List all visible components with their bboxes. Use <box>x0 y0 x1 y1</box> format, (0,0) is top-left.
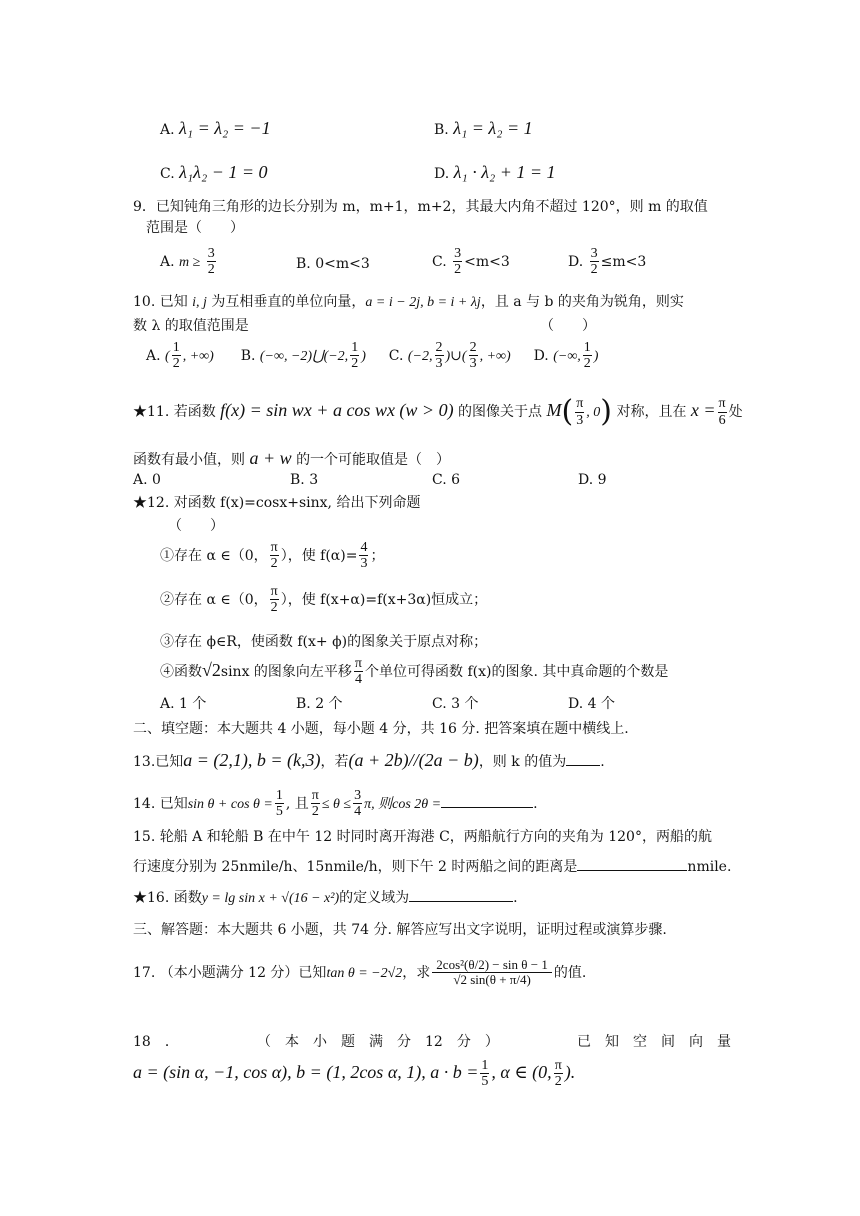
q12-answer-bracket: （ ） <box>168 518 224 534</box>
stem-text: 的定义域为 <box>339 890 410 906</box>
q8-option-d <box>434 162 556 184</box>
option-letter: D. <box>434 166 450 182</box>
option-expr: λ₁ = λ₂ = −1 <box>179 118 271 138</box>
numerator: π <box>311 788 319 803</box>
q12-option-a: A. 1 个 <box>160 696 207 712</box>
q9-option-a <box>160 246 218 278</box>
fraction <box>354 656 363 688</box>
stem-text: ，且 a 与 b 的夹角为锐角，则实 <box>480 294 684 310</box>
q16-stem <box>133 887 518 908</box>
stem-text: （ 本 小 题 满 分 12 分 ） <box>257 1034 499 1050</box>
stem-text: 行速度分别为 25nmile/h、15nmile/h，则下午 2 时两船之间的距离是 <box>133 859 578 875</box>
fraction <box>172 340 181 372</box>
stem-text: 为互相垂直的单位向量， <box>211 294 366 310</box>
numerator: 1 <box>351 340 359 355</box>
numerator: π <box>576 396 584 412</box>
stem-text: . <box>533 795 538 812</box>
math-expr: a = (sin α, −1, cos α), b = (1, 2cos α, 1), a · b = <box>133 1061 479 1082</box>
math-expr: , α ∈ (0, <box>491 1061 552 1082</box>
denominator: 2 <box>454 262 462 278</box>
option-letter: C. <box>160 166 175 182</box>
q10-options <box>146 340 598 372</box>
math-expr: y = lg sin x + √(16 − x²) <box>201 891 340 906</box>
stem-text: ①存在 α ∈（0， <box>160 547 268 564</box>
option-expr: (−2, <box>407 348 433 364</box>
stem-text: ②存在 α ∈（0， <box>160 591 268 608</box>
option-letter: D. <box>533 347 549 364</box>
math-expr: x = <box>690 400 716 420</box>
option-expr: λ₁ · λ₂ + 1 = 1 <box>453 162 556 182</box>
stem-text: ，若 <box>320 754 349 770</box>
option-expr: <m<3 <box>464 253 510 270</box>
math-expr: √2 <box>202 659 221 680</box>
math-expr: a = i − 2j, b = i + λj <box>365 295 481 310</box>
stem-text: 10. 已知 <box>133 294 188 310</box>
denominator: 2 <box>311 804 319 820</box>
q9-option-c <box>432 246 510 278</box>
stem-text: ★16. 函数 <box>133 890 202 906</box>
denominator: 3 <box>435 356 443 372</box>
q18-stem-cont <box>133 1058 575 1090</box>
option-expr: (−∞, −2)⋃(−2, <box>259 348 349 364</box>
option-letter: A. <box>160 122 175 138</box>
q11-option-b: B. 3 <box>290 472 319 488</box>
numerator: 3 <box>354 788 362 803</box>
q9-stem-cont: 范围是（ ） <box>146 220 244 236</box>
denominator: 5 <box>481 1074 489 1090</box>
stem-text: ），使 f(α)= <box>280 547 358 564</box>
numerator: 1 <box>172 340 180 355</box>
option-letter: B. <box>240 347 256 364</box>
q12-option-d: D. 4 个 <box>568 696 615 712</box>
q8-option-c <box>160 162 268 184</box>
q11-stem-cont <box>133 448 450 470</box>
option-expr: , +∞) <box>479 348 511 364</box>
denominator: 2 <box>590 262 598 278</box>
numerator: 1 <box>481 1058 489 1073</box>
stem-text: ），使 f(x+α)=f(x+3α)恒成立； <box>280 591 488 608</box>
option-letter: A. <box>160 253 175 270</box>
q10-option-a <box>146 340 218 372</box>
q12-option-c: C. 3 个 <box>432 696 479 712</box>
denominator: √2 sin(θ + π/4) <box>453 972 531 988</box>
stem-text: ； <box>370 547 385 564</box>
numerator: 2 <box>469 340 477 355</box>
q12-proposition-2 <box>160 584 487 616</box>
numerator: 2 <box>435 340 443 355</box>
option-expr: , +∞) <box>182 348 214 364</box>
fraction <box>435 340 444 372</box>
stem-text: 13.已知 <box>133 754 184 770</box>
denominator: 2 <box>583 356 591 372</box>
option-letter: C. <box>388 347 404 364</box>
denominator: 2 <box>270 600 278 616</box>
fraction <box>359 540 368 572</box>
fraction <box>311 788 320 820</box>
answer-blank <box>409 887 513 902</box>
math-expr: ≤ θ ≤ <box>321 796 352 812</box>
option-letter: A. <box>146 347 161 364</box>
math-expr: cos 2θ = <box>392 796 442 812</box>
denominator: 5 <box>275 804 283 820</box>
numerator: 2cos²(θ/2) − sin θ − 1 <box>432 958 552 973</box>
q12-proposition-3: ③存在 ϕ∈R，使函数 f(x+ ϕ)的图象关于原点对称； <box>160 634 488 650</box>
denominator: 4 <box>354 804 362 820</box>
q12-stem: ★12. 对函数 f(x)=cosx+sinx, 给出下列命题 <box>133 495 421 511</box>
denominator: 4 <box>354 672 362 688</box>
q18-stem <box>133 1034 731 1051</box>
stem-text: 的图像关于点 <box>458 404 543 420</box>
stem-text: 个单位可得函数 f(x)的图象. 其中真命题的个数是 <box>365 663 669 680</box>
fraction <box>270 540 279 572</box>
stem-text: 18 ． <box>133 1034 179 1050</box>
option-expr: ≤m<3 <box>600 253 647 270</box>
q10-option-d <box>533 340 599 372</box>
math-expr: a = (2,1), b = (k,3) <box>183 750 321 770</box>
numerator: 3 <box>590 246 598 261</box>
math-expr: sin θ + cos θ = <box>187 796 273 812</box>
answer-blank <box>441 793 533 808</box>
q12-proposition-1 <box>160 540 384 572</box>
fraction <box>453 246 462 278</box>
fraction <box>432 958 552 988</box>
q14-stem <box>133 788 538 820</box>
math-expr: π, 则 <box>364 796 393 812</box>
math-expr: ). <box>564 1061 576 1082</box>
option-expr: λ₁λ₂ − 1 = 0 <box>179 162 268 182</box>
stem-text: . <box>600 754 605 770</box>
stem-text: ，则 k 的值为 <box>478 754 567 770</box>
option-expr: ( <box>165 348 170 364</box>
stem-text: sinx 的图象向左平移 <box>220 663 352 680</box>
numerator: 3 <box>207 246 215 261</box>
q11-option-d: D. 9 <box>578 472 607 488</box>
option-expr: (−∞, <box>553 348 581 364</box>
answer-blank <box>577 856 687 871</box>
math-expr: (a + 2b)//(2a − b) <box>348 750 479 770</box>
q11-option-c: C. 6 <box>432 472 461 488</box>
denominator: 3 <box>576 412 584 428</box>
q15-stem-cont <box>133 856 731 876</box>
stem-text: 的一个可能取值是（ ） <box>296 452 451 468</box>
option-expr: )∪( <box>445 348 467 364</box>
stem-text: 的值. <box>553 964 587 981</box>
stem-text: nmile. <box>687 859 732 875</box>
q17-stem <box>133 958 586 988</box>
q10-stem-cont: 数 λ 的取值范围是 <box>133 318 249 334</box>
option-expr: m ≥ <box>179 254 201 270</box>
stem-text: . <box>513 890 518 906</box>
fraction <box>207 246 216 278</box>
numerator: π <box>270 584 278 599</box>
q8-option-b <box>434 118 533 140</box>
q10-answer-bracket: （ ） <box>540 318 596 334</box>
stem-text: ★11. 若函数 <box>133 404 216 420</box>
q9-stem: 9．已知钝角三角形的边长分别为 m，m+1，m+2，其最大内角不超过 120°，则 m 的取值 <box>133 199 708 215</box>
option-letter: B. <box>434 122 449 138</box>
q8-option-a <box>160 118 271 140</box>
q12-proposition-4 <box>160 656 668 688</box>
fraction <box>350 340 359 372</box>
denominator: 6 <box>718 412 726 428</box>
math-expr: f(x) = sin wx + a cos wx (w > 0) <box>220 400 454 420</box>
section-heading-solutions: 三、解答题：本大题共 6 小题，共 74 分. 解答应写出文字说明，证明过程或演算步骤. <box>133 922 667 938</box>
numerator: 3 <box>454 246 462 261</box>
math-expr: a + w <box>249 448 292 468</box>
fraction <box>469 340 478 372</box>
numerator: 4 <box>360 540 368 555</box>
option-expr: λ₁ = λ₂ = 1 <box>453 118 533 138</box>
math-expr: i, j <box>192 295 207 310</box>
q11-option-a: A. 0 <box>133 472 161 488</box>
denominator: 2 <box>554 1074 562 1090</box>
math-expr: tan θ = −2√2 <box>326 965 403 981</box>
option-letter: D. <box>568 253 584 270</box>
q12-option-b: B. 2 个 <box>296 696 343 712</box>
math-expr: , 0 <box>586 405 601 420</box>
stem-text: 已 知 空 间 向 量 <box>577 1034 731 1050</box>
fraction <box>575 396 584 428</box>
stem-text: ，求 <box>402 964 431 981</box>
stem-text: 函数有最小值，则 <box>133 452 245 468</box>
denominator: 3 <box>360 556 368 572</box>
numerator: π <box>554 1058 562 1073</box>
stem-text: , 且 <box>285 795 309 812</box>
q13-stem <box>133 750 605 772</box>
fraction <box>590 246 599 278</box>
numerator: π <box>718 396 726 412</box>
q15-stem: 15. 轮船 A 和轮船 B 在中午 12 时同时离开海港 C，两船航行方向的夹角为 120°，两船的航 <box>133 829 712 845</box>
option-letter: C. <box>432 253 447 270</box>
fraction <box>275 788 284 820</box>
q10-option-c <box>388 340 515 372</box>
numerator: π <box>270 540 278 555</box>
stem-text: 17. （本小题满分 12 分）已知 <box>133 964 327 981</box>
math-expr: M <box>546 400 562 420</box>
denominator: 2 <box>172 356 180 372</box>
stem-text: 14. 已知 <box>133 795 188 812</box>
denominator: 3 <box>469 356 477 372</box>
q10-option-b <box>240 340 371 372</box>
denominator: 2 <box>207 262 215 278</box>
answer-blank <box>566 751 600 766</box>
stem-text: ④函数 <box>160 663 202 680</box>
fraction <box>353 788 362 820</box>
numerator: 1 <box>583 340 591 355</box>
fraction <box>480 1058 489 1090</box>
denominator: 2 <box>351 356 359 372</box>
q9-option-b: B. 0<m<3 <box>296 256 370 272</box>
fraction <box>718 396 727 428</box>
option-expr: ) <box>361 348 366 364</box>
option-expr: ) <box>593 348 599 364</box>
fraction <box>554 1058 563 1090</box>
q9-option-d <box>568 246 646 278</box>
numerator: π <box>354 656 362 671</box>
stem-text: 处 <box>728 404 743 420</box>
numerator: 1 <box>275 788 283 803</box>
section-heading-fill-in: 二、填空题：本大题共 4 小题，每小题 4 分，共 16 分. 把答案填在题中横线上. <box>133 721 629 737</box>
stem-text: 对称，且在 <box>616 404 687 420</box>
q10-stem <box>133 294 684 312</box>
fraction <box>583 340 592 372</box>
denominator: 2 <box>270 556 278 572</box>
q11-stem: ★11. 若函数 f(x) = sin wx + a cos wx (w > 0) 的图像关于点 M( $\frac{\pi}{3}$ , 0) 对称，且在 x = $\frac{\pi}{6}$ 处 <box>133 394 743 429</box>
fraction <box>270 584 279 616</box>
